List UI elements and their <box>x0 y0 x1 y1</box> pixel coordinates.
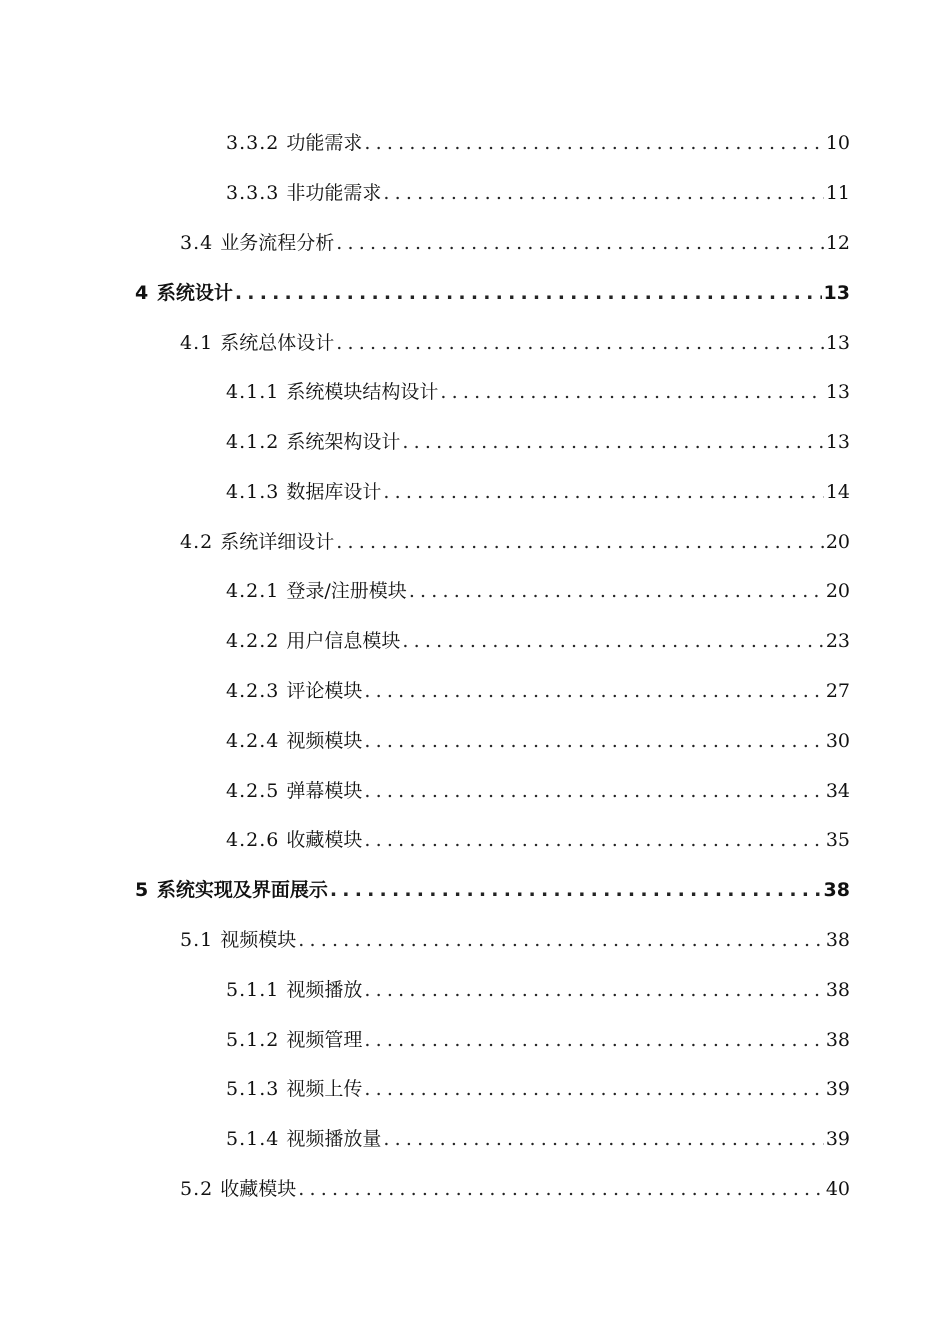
toc-entry-title: 系统实现及界面展示 <box>156 879 328 901</box>
toc-entry[interactable] <box>226 772 850 802</box>
toc-dot-leader <box>364 979 823 1001</box>
toc-entry-title: 数据库设计 <box>286 481 382 503</box>
toc-entry-number: 5.1.3 <box>226 1078 280 1100</box>
toc-dot-leader <box>383 182 823 204</box>
toc-dot-leader <box>336 332 824 354</box>
toc-dot-leader <box>364 132 823 154</box>
toc-dot-leader <box>409 580 824 602</box>
toc-entry[interactable] <box>226 722 850 752</box>
toc-entry[interactable] <box>226 473 850 503</box>
toc-entry-page: 40 <box>825 1178 850 1200</box>
toc-entry-number: 4.1.2 <box>226 431 280 453</box>
toc-entry-title: 业务流程分析 <box>220 232 335 254</box>
toc-entry[interactable] <box>226 622 850 652</box>
toc-entry-number: 5.2 <box>180 1178 214 1200</box>
toc-entry[interactable] <box>226 971 850 1001</box>
toc-entry-number: 4.1.3 <box>226 481 280 503</box>
toc-entry[interactable] <box>226 1120 850 1150</box>
toc-entry-title: 弹幕模块 <box>286 780 363 802</box>
toc-entry-number: 4.2.1 <box>226 580 280 602</box>
toc-entry[interactable] <box>226 572 850 602</box>
toc-entry-number: 5.1.2 <box>226 1029 280 1051</box>
toc-entry-number: 5.1.4 <box>226 1128 280 1150</box>
toc-entry-page: 14 <box>825 481 850 503</box>
toc-entry-page: 39 <box>825 1128 850 1150</box>
toc-entry[interactable] <box>180 324 850 354</box>
toc-dot-leader <box>364 829 823 851</box>
toc-entry[interactable] <box>226 174 850 204</box>
toc-entry-page: 23 <box>825 630 850 652</box>
toc-dot-leader <box>330 879 822 901</box>
toc-entry-title: 用户信息模块 <box>286 630 401 652</box>
toc-entry-number: 4.2 <box>180 531 214 553</box>
toc-entry-title: 收藏模块 <box>286 829 363 851</box>
toc-entry-title: 收藏模块 <box>220 1178 297 1200</box>
toc-entry-page: 38 <box>825 929 850 951</box>
toc-dot-leader <box>336 531 824 553</box>
toc-dot-leader <box>364 680 823 702</box>
toc-entry-title: 系统详细设计 <box>220 531 335 553</box>
toc-entry-number: 5.1 <box>180 929 214 951</box>
toc-dot-leader <box>402 630 823 652</box>
toc-entry-page: 11 <box>825 182 850 204</box>
toc-entry-number: 4.2.4 <box>226 730 280 752</box>
toc-entry-page: 30 <box>825 730 850 752</box>
toc-entry[interactable] <box>180 921 850 951</box>
toc-entry[interactable] <box>226 124 850 154</box>
toc-entry-title: 视频管理 <box>286 1029 363 1051</box>
toc-dot-leader <box>364 1029 823 1051</box>
toc-dot-leader <box>383 481 823 503</box>
toc-entry-number: 3.3.2 <box>226 132 280 154</box>
toc-entry-title: 视频模块 <box>286 730 363 752</box>
toc-entry-page: 38 <box>825 1029 850 1051</box>
toc-entry-page: 38 <box>825 979 850 1001</box>
toc-entry-number: 5.1.1 <box>226 979 280 1001</box>
toc-entry[interactable] <box>226 423 850 453</box>
toc-entry[interactable] <box>226 672 850 702</box>
toc-entry-page: 27 <box>825 680 850 702</box>
toc-dot-leader <box>336 232 824 254</box>
toc-entry-title: 系统架构设计 <box>286 431 401 453</box>
toc-dot-leader <box>364 730 823 752</box>
toc-entry-title: 非功能需求 <box>286 182 382 204</box>
toc-entry-page: 39 <box>825 1078 850 1100</box>
toc-dot-leader <box>383 1128 823 1150</box>
toc-entry-number: 3.4 <box>180 232 214 254</box>
toc-entry-number: 4.2.5 <box>226 780 280 802</box>
toc-entry-title: 功能需求 <box>286 132 363 154</box>
toc-entry-page: 34 <box>825 780 850 802</box>
toc-dot-leader <box>440 381 823 403</box>
toc-entry-number: 5 <box>135 879 150 901</box>
toc-entry-title: 视频播放量 <box>286 1128 382 1150</box>
toc-entry-number: 4.1.1 <box>226 381 280 403</box>
toc-entry-number: 4.2.6 <box>226 829 280 851</box>
toc-entry-number: 3.3.3 <box>226 182 280 204</box>
toc-entry-page: 20 <box>825 580 850 602</box>
toc-dot-leader <box>402 431 823 453</box>
toc-dot-leader <box>364 1078 823 1100</box>
toc-entry[interactable] <box>226 1070 850 1100</box>
toc-chapter-entry[interactable] <box>135 274 850 304</box>
toc-dot-leader <box>364 780 823 802</box>
toc-dot-leader <box>298 1178 824 1200</box>
toc-entry-page: 35 <box>825 829 850 851</box>
toc-entry-number: 4.1 <box>180 332 214 354</box>
toc-entry-title: 视频模块 <box>220 929 297 951</box>
toc-chapter-entry[interactable] <box>135 871 850 901</box>
toc-entry-page: 38 <box>823 879 850 901</box>
toc-entry-title: 评论模块 <box>286 680 363 702</box>
toc-entry-title: 系统设计 <box>156 282 233 304</box>
toc-entry-number: 4.2.3 <box>226 680 280 702</box>
toc-entry-page: 20 <box>825 531 850 553</box>
toc-entry[interactable] <box>180 224 850 254</box>
toc-dot-leader <box>235 282 822 304</box>
toc-entry-title: 系统总体设计 <box>220 332 335 354</box>
toc-entry[interactable] <box>226 1021 850 1051</box>
toc-entry-page: 12 <box>825 232 850 254</box>
toc-entry-page: 13 <box>825 381 850 403</box>
toc-entry-page: 13 <box>825 332 850 354</box>
toc-entry[interactable] <box>180 523 850 553</box>
toc-entry-number: 4.2.2 <box>226 630 280 652</box>
toc-entry-title: 视频播放 <box>286 979 363 1001</box>
toc-entry-page: 13 <box>825 431 850 453</box>
toc-entry-title: 登录/注册模块 <box>286 580 407 602</box>
toc-entry[interactable] <box>226 821 850 851</box>
toc-entry[interactable] <box>180 1170 850 1200</box>
toc-entry-number: 4 <box>135 282 150 304</box>
toc-entry-title: 系统模块结构设计 <box>286 381 439 403</box>
toc-entry[interactable] <box>226 373 850 403</box>
toc-entry-page: 13 <box>823 282 850 304</box>
toc-entry-title: 视频上传 <box>286 1078 363 1100</box>
toc-entry-page: 10 <box>825 132 850 154</box>
toc-dot-leader <box>298 929 824 951</box>
